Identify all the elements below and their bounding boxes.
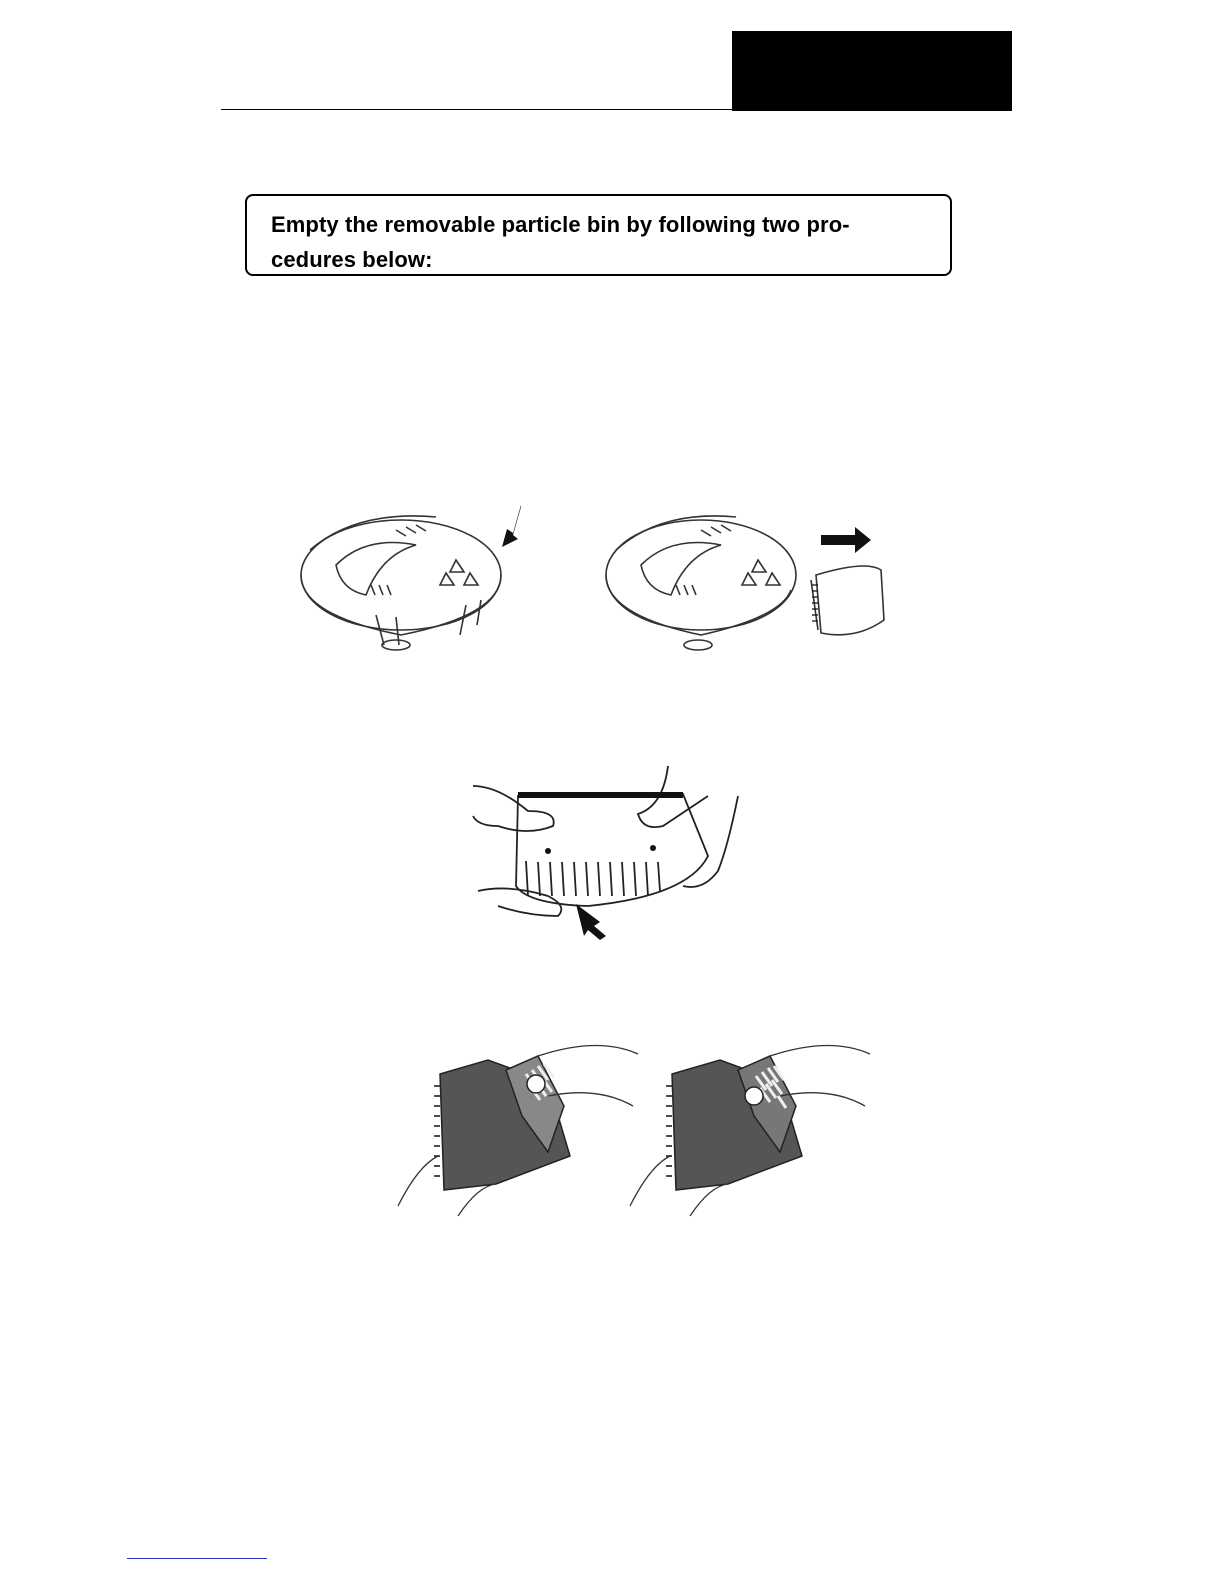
filter-closed-icon: [630, 1026, 882, 1220]
filter-open-figure: [398, 1026, 650, 1220]
instruction-line-1: Empty the removable particle bin by following two pro-: [271, 212, 850, 237]
robot-vacuum-press-figure: [296, 505, 531, 655]
footer-link-underline[interactable]: [127, 1558, 267, 1559]
instruction-line-2: cedures below:: [271, 247, 433, 272]
filter-closed-figure: [630, 1026, 882, 1220]
header-black-block: [732, 31, 1012, 111]
robot-vacuum-remove-bin-figure: [606, 505, 896, 655]
instruction-box: [245, 194, 952, 276]
particle-bin-release-icon: [468, 766, 754, 934]
robot-vacuum-remove-bin-icon: [606, 505, 896, 655]
filter-open-icon: [398, 1026, 650, 1220]
robot-vacuum-press-icon: [296, 505, 531, 655]
header-rule: [221, 109, 732, 110]
particle-bin-release-figure: [468, 766, 754, 934]
